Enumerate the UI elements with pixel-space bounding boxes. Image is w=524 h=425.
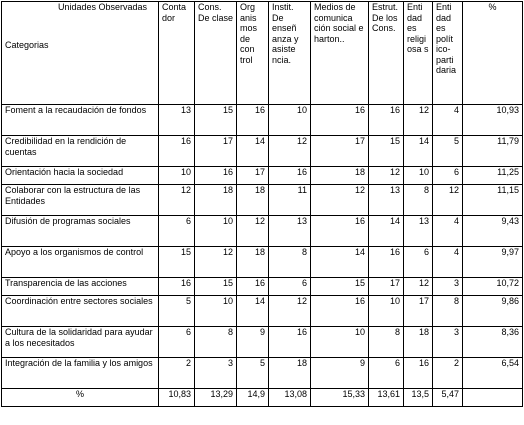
value-cell: 6 (159, 327, 195, 358)
value-cell: 4 (433, 247, 463, 278)
value-cell: 8,36 (463, 327, 523, 358)
total-value-cell: 13,5 (404, 389, 433, 407)
value-cell: 16 (311, 216, 369, 247)
value-cell: 15 (311, 278, 369, 296)
value-cell: 15 (369, 136, 404, 167)
value-cell: 14 (369, 216, 404, 247)
header-row (2, 2, 523, 105)
column-header: Enti dad es religi osa s (404, 2, 433, 105)
value-cell: 6 (433, 167, 463, 185)
table-row (2, 358, 523, 389)
value-cell: 3 (195, 358, 237, 389)
category-label: Colaborar con la estructura de las Entidades (2, 185, 159, 216)
column-header: % (463, 2, 523, 105)
total-value-cell: 14,9 (237, 389, 269, 407)
value-cell: 10,72 (463, 278, 523, 296)
column-header: Medios de comunica ción social e harton.. (311, 2, 369, 105)
value-cell: 9 (237, 327, 269, 358)
value-cell: 6,54 (463, 358, 523, 389)
value-cell: 16 (237, 105, 269, 136)
value-cell: 10 (311, 327, 369, 358)
value-cell: 16 (269, 167, 311, 185)
value-cell: 12 (269, 296, 311, 327)
value-cell: 17 (237, 167, 269, 185)
value-cell: 16 (369, 247, 404, 278)
value-cell: 11,79 (463, 136, 523, 167)
column-header: Estrut. De los Cons. (369, 2, 404, 105)
value-cell: 17 (195, 136, 237, 167)
category-label: Credibilidad en la rendición de cuentas (2, 136, 159, 167)
value-cell: 16 (159, 278, 195, 296)
table-row (2, 185, 523, 216)
table-row (2, 296, 523, 327)
value-cell: 6 (369, 358, 404, 389)
category-label: Integración de la familia y los amigos (2, 358, 159, 389)
value-cell: 14 (311, 247, 369, 278)
value-cell: 13 (269, 216, 311, 247)
value-cell: 15 (195, 278, 237, 296)
value-cell: 15 (195, 105, 237, 136)
value-cell: 10 (159, 167, 195, 185)
value-cell: 18 (311, 167, 369, 185)
value-cell: 12 (269, 136, 311, 167)
column-header: Org anis mos de con trol (237, 2, 269, 105)
value-cell: 5 (159, 296, 195, 327)
value-cell: 12 (369, 167, 404, 185)
value-cell: 14 (237, 136, 269, 167)
total-row (2, 389, 523, 407)
value-cell: 3 (433, 278, 463, 296)
table-row (2, 105, 523, 136)
table-row (2, 216, 523, 247)
total-value-cell: 13,61 (369, 389, 404, 407)
table-row (2, 247, 523, 278)
category-label: Difusión de programas sociales (2, 216, 159, 247)
value-cell: 12 (433, 185, 463, 216)
value-cell: 16 (311, 105, 369, 136)
value-cell: 11,25 (463, 167, 523, 185)
value-cell: 4 (433, 216, 463, 247)
value-cell: 9,97 (463, 247, 523, 278)
value-cell: 12 (195, 247, 237, 278)
value-cell: 16 (269, 327, 311, 358)
total-value-cell: 13,29 (195, 389, 237, 407)
table-row (2, 327, 523, 358)
value-cell: 18 (237, 185, 269, 216)
value-cell: 2 (159, 358, 195, 389)
value-cell: 16 (369, 105, 404, 136)
value-cell: 8 (433, 296, 463, 327)
total-value-cell (463, 389, 523, 407)
value-cell: 12 (159, 185, 195, 216)
category-label: Coordinación entre sectores sociales (2, 296, 159, 327)
total-value-cell: 15,33 (311, 389, 369, 407)
category-label: Foment a la recaudación de fondos (2, 105, 159, 136)
value-cell: 11 (269, 185, 311, 216)
value-cell: 10 (369, 296, 404, 327)
table-row (2, 278, 523, 296)
value-cell: 13 (404, 216, 433, 247)
category-label: Apoyo a los organismos de control (2, 247, 159, 278)
value-cell: 6 (159, 216, 195, 247)
value-cell: 18 (195, 185, 237, 216)
value-cell: 8 (195, 327, 237, 358)
category-label: Orientación hacia la sociedad (2, 167, 159, 185)
value-cell: 9,43 (463, 216, 523, 247)
value-cell: 10 (269, 105, 311, 136)
value-cell: 6 (269, 278, 311, 296)
value-cell: 4 (433, 105, 463, 136)
value-cell: 15 (159, 247, 195, 278)
value-cell: 18 (404, 327, 433, 358)
value-cell: 17 (404, 296, 433, 327)
value-cell: 10,93 (463, 105, 523, 136)
total-label: % (2, 389, 159, 407)
value-cell: 8 (369, 327, 404, 358)
value-cell: 9 (311, 358, 369, 389)
value-cell: 16 (311, 296, 369, 327)
value-cell: 9,86 (463, 296, 523, 327)
column-header: Instit. De enseñ anza y asiste ncia. (269, 2, 311, 105)
value-cell: 12 (311, 185, 369, 216)
column-header: Cons. De clase (195, 2, 237, 105)
value-cell: 8 (269, 247, 311, 278)
table-container (1, 1, 523, 407)
data-table (1, 1, 523, 407)
categories-label: Categorias (5, 39, 49, 50)
value-cell: 18 (269, 358, 311, 389)
value-cell: 17 (311, 136, 369, 167)
value-cell: 11,15 (463, 185, 523, 216)
value-cell: 17 (369, 278, 404, 296)
value-cell: 14 (237, 296, 269, 327)
value-cell: 18 (237, 247, 269, 278)
value-cell: 16 (159, 136, 195, 167)
value-cell: 3 (433, 327, 463, 358)
value-cell: 14 (404, 136, 433, 167)
total-value-cell: 10,83 (159, 389, 195, 407)
value-cell: 5 (237, 358, 269, 389)
column-header: Enti dad es polít ico-parti daria (433, 2, 463, 105)
units-observed-label: Unidades Observadas (57, 2, 147, 12)
value-cell: 10 (404, 167, 433, 185)
value-cell: 12 (237, 216, 269, 247)
category-label: Cultura de la solidaridad para ayudar a los necesitados (2, 327, 159, 358)
value-cell: 16 (195, 167, 237, 185)
value-cell: 10 (195, 296, 237, 327)
header-corner-cell (2, 2, 159, 105)
value-cell: 16 (404, 358, 433, 389)
value-cell: 13 (369, 185, 404, 216)
value-cell: 12 (404, 278, 433, 296)
value-cell: 16 (237, 278, 269, 296)
table-row (2, 167, 523, 185)
value-cell: 6 (404, 247, 433, 278)
value-cell: 5 (433, 136, 463, 167)
category-label: Transparencia de las acciones (2, 278, 159, 296)
value-cell: 2 (433, 358, 463, 389)
column-header: Conta dor (159, 2, 195, 105)
value-cell: 13 (159, 105, 195, 136)
value-cell: 8 (404, 185, 433, 216)
table-row (2, 136, 523, 167)
total-value-cell: 5,47 (433, 389, 463, 407)
total-value-cell: 13,08 (269, 389, 311, 407)
value-cell: 12 (404, 105, 433, 136)
value-cell: 10 (195, 216, 237, 247)
